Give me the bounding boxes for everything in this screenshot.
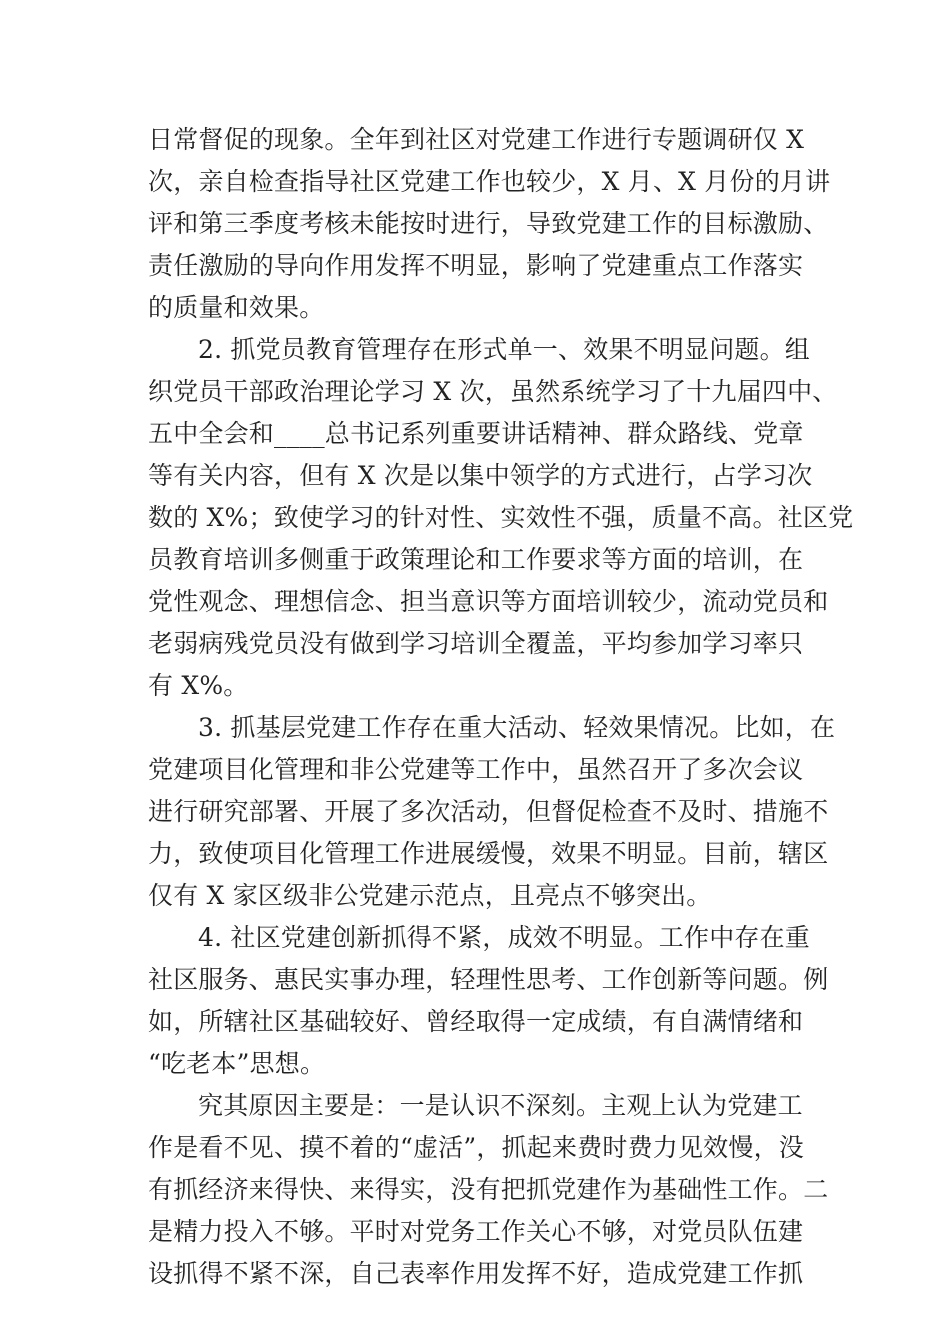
text-line-2: 次，亲自检查指导社区党建工作也较少，X 月、X 月份的月讲 xyxy=(148,167,831,196)
text-line-23: “吃老本”思想。 xyxy=(148,1049,326,1078)
text-line-19: 仅有 X 家区级非公党建示范点，且亮点不够突出。 xyxy=(148,881,712,910)
text-line-9: 等有关内容，但有 X 次是以集中领学的方式进行，占学习次 xyxy=(148,461,813,490)
text-line-1: 日常督促的现象。全年到社区对党建工作进行专题调研仅 X xyxy=(148,125,805,154)
text-line-17: 进行研究部署、开展了多次活动，但督促检查不及时、措施不 xyxy=(148,797,829,826)
text-line-27: 是精力投入不够。平时对党务工作关心不够，对党员队伍建 xyxy=(148,1217,804,1246)
text-line-3: 评和第三季度考核未能按时进行，导致党建工作的目标激励、 xyxy=(148,209,829,238)
text-line-21: 社区服务、惠民实事办理，轻理性思考、工作创新等问题。例 xyxy=(148,965,829,994)
text-line-11: 员教育培训多侧重于政策理论和工作要求等方面的培训，在 xyxy=(148,545,804,574)
text-line-16: 党建项目化管理和非公党建等工作中，虽然召开了多次会议 xyxy=(148,755,804,784)
text-line-8: 五中全会和____总书记系列重要讲话精神、群众路线、党章 xyxy=(148,419,804,448)
paragraph-3-first-line: 3. 抓基层党建工作存在重大活动、轻效果情况。比如，在 xyxy=(198,713,836,742)
text-line-22: 如，所辖社区基础较好、曾经取得一定成绩，有自满情绪和 xyxy=(148,1007,804,1036)
text-line-13: 老弱病残党员没有做到学习培训全覆盖，平均参加学习率只 xyxy=(148,629,804,658)
text-line-26: 有抓经济来得快、来得实，没有把抓党建作为基础性工作。二 xyxy=(148,1175,829,1204)
paragraph-4-first-line: 4. 社区党建创新抓得不紧，成效不明显。工作中存在重 xyxy=(198,923,811,952)
text-line-14: 有 X%。 xyxy=(148,671,249,700)
text-line-12: 党性观念、理想信念、担当意识等方面培训较少，流动党员和 xyxy=(148,587,829,616)
text-line-4: 责任激励的导向作用发挥不明显，影响了党建重点工作落实 xyxy=(148,251,804,280)
paragraph-5-first-line: 究其原因主要是：一是认识不深刻。主观上认为党建工 xyxy=(198,1091,803,1120)
paragraph-2-first-line: 2. 抓党员教育管理存在形式单一、效果不明显问题。组 xyxy=(198,335,811,364)
text-line-25: 作是看不见、摸不着的“虚活”，抓起来费时费力见效慢，没 xyxy=(148,1133,804,1162)
text-line-10: 数的 X%；致使学习的针对性、实效性不强，质量不高。社区党 xyxy=(148,503,854,532)
text-line-5: 的质量和效果。 xyxy=(148,293,325,322)
text-line-18: 力，致使项目化管理工作进展缓慢，效果不明显。目前，辖区 xyxy=(148,839,829,868)
text-line-7: 织党员干部政治理论学习 X 次，虽然系统学习了十九届四中、 xyxy=(148,377,838,406)
text-line-28: 设抓得不紧不深，自己表率作用发挥不好，造成党建工作抓 xyxy=(148,1259,804,1288)
